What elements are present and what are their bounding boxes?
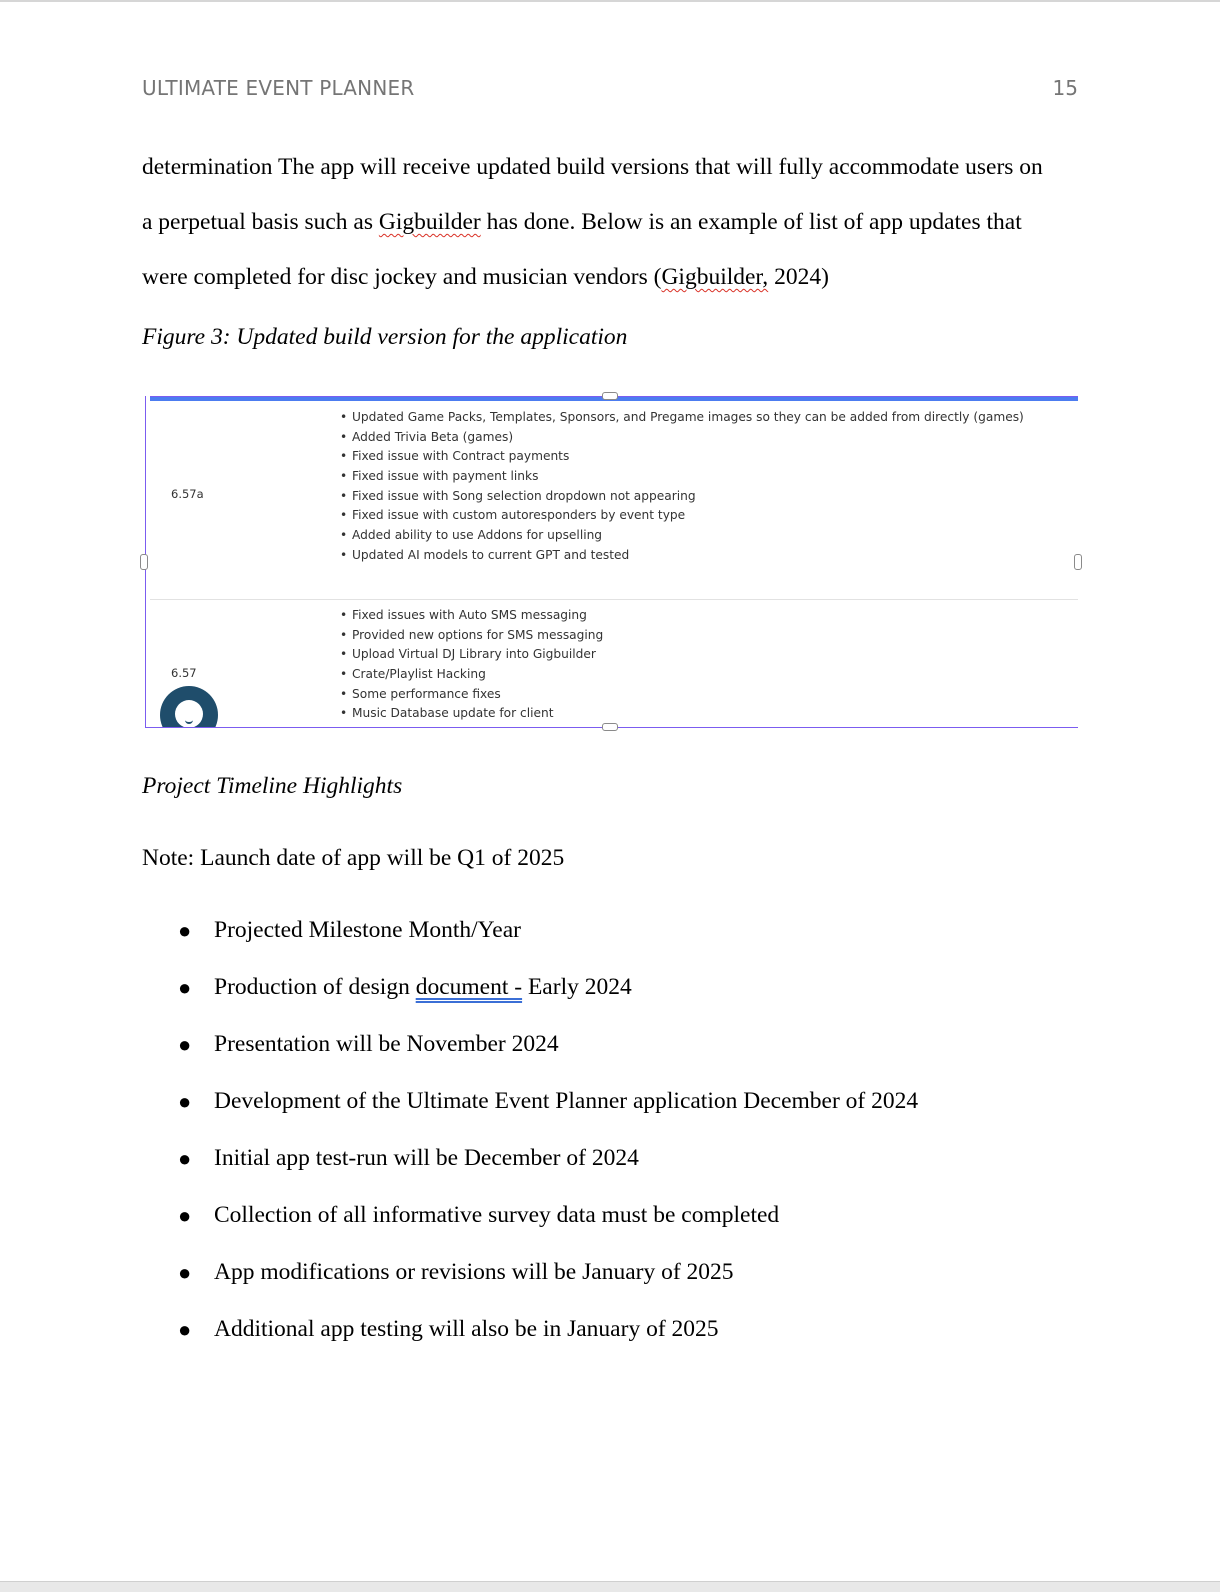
changelog-list: [340, 408, 1024, 566]
grammar-flagged-phrase[interactable]: document -: [415, 974, 523, 1000]
changelog-item: • Fixed issues with Auto SMS messaging: [352, 606, 603, 626]
changelog-item: • Added ability to use Addons for upselling: [352, 526, 1024, 546]
timeline-item[interactable]: [142, 1130, 918, 1187]
changelog-item: • Provided new options for SMS messaging: [352, 626, 603, 646]
timeline-item-text: App modifications or revisions will be January of 2025: [214, 1259, 734, 1285]
text-part: Early 2024: [522, 974, 632, 1000]
timeline-item[interactable]: [142, 1301, 918, 1358]
timeline-item-text: Development of the Ultimate Event Planner application December of 2024: [214, 1088, 919, 1114]
running-header-title: ULTIMATE EVENT PLANNER: [142, 76, 415, 100]
chat-bubble-icon[interactable]: [160, 686, 218, 744]
bullet-icon: ●: [178, 1260, 192, 1285]
bullet-icon: ●: [178, 918, 192, 943]
paragraph-line-3: [142, 250, 1082, 305]
paragraph-text: has done. Below is an example of list of app updates that: [480, 209, 1022, 235]
timeline-list: [142, 902, 918, 1358]
changelog-item: • Some performance fixes: [352, 685, 603, 705]
chat-bubble-inner: [175, 700, 203, 728]
bullet-icon: ●: [178, 1317, 192, 1342]
changelog-image[interactable]: [145, 396, 1078, 728]
row-divider: [150, 599, 1078, 600]
version-label: 6.57: [171, 666, 197, 680]
changelog-item: • Fixed issue with Song selection dropdown not appearing: [352, 487, 1024, 507]
changelog-item: • Updated Game Packs, Templates, Sponsors, and Pregame images so they can be added from directly (games): [352, 408, 1024, 428]
timeline-item-text: Projected Milestone Month/Year: [214, 917, 521, 943]
paragraph-line-1: determination The app will receive updated build versions that will fully accommodate users on: [142, 154, 1043, 180]
timeline-item-text: Additional app testing will also be in January of 2025: [214, 1316, 719, 1342]
timeline-item[interactable]: [142, 959, 918, 1016]
resize-handle-icon[interactable]: [602, 392, 618, 400]
bullet-icon: ●: [178, 1032, 192, 1057]
paragraph-text: a perpetual basis such as: [142, 209, 379, 235]
section-heading: Project Timeline Highlights: [142, 773, 403, 799]
spellcheck-flagged-word[interactable]: Gigbuilder,: [661, 264, 769, 290]
timeline-item[interactable]: [142, 1244, 918, 1301]
resize-handle-icon[interactable]: [140, 554, 148, 570]
changelog-item: • Added Trivia Beta (games): [352, 428, 1024, 448]
changelog-item: • Updated AI models to current GPT and tested: [352, 546, 1024, 566]
bullet-icon: ●: [178, 975, 192, 1000]
spellcheck-flagged-word[interactable]: Gigbuilder: [378, 209, 481, 235]
page-top-border: [0, 0, 1220, 2]
changelog-item: • Upload Virtual DJ Library into Gigbuilder: [352, 645, 603, 665]
changelog-item: • Fixed issue with Contract payments: [352, 447, 1024, 467]
timeline-item[interactable]: [142, 1073, 918, 1130]
smile-icon: [185, 718, 193, 724]
launch-note: Note: Launch date of app will be Q1 of 2025: [142, 845, 565, 871]
timeline-item[interactable]: [142, 1016, 918, 1073]
paragraph-text: 2024): [768, 264, 829, 290]
timeline-item[interactable]: [142, 1187, 918, 1244]
timeline-item-text: Initial app test-run will be December of 2024: [214, 1145, 639, 1171]
timeline-item-text: Collection of all informative survey data must be completed: [214, 1202, 780, 1228]
paragraph-line-2: [142, 195, 1082, 250]
changelog-item: • Crate/Playlist Hacking: [352, 665, 603, 685]
bullet-icon: ●: [178, 1203, 192, 1228]
changelog-item: • Fixed issue with custom autoresponders by event type: [352, 506, 1024, 526]
resize-handle-icon[interactable]: [1074, 554, 1082, 570]
body-paragraph[interactable]: [142, 140, 1082, 305]
changelog-item: • Music Database update for client: [352, 704, 603, 724]
changelog-item: • Fixed issue with payment links: [352, 467, 1024, 487]
version-label: 6.57a: [171, 487, 204, 501]
paragraph-text: were completed for disc jockey and musician vendors (: [142, 264, 662, 290]
bullet-icon: ●: [178, 1089, 192, 1114]
page-number: 15: [1052, 76, 1078, 100]
timeline-item[interactable]: [142, 902, 918, 959]
changelog-list: [340, 606, 603, 724]
figure-caption: Figure 3: Updated build version for the application: [142, 324, 628, 350]
text-part: Production of design: [214, 974, 416, 1000]
timeline-item-text: [214, 974, 632, 1000]
timeline-item-text: Presentation will be November 2024: [214, 1031, 559, 1057]
page-bottom-border: [0, 1581, 1220, 1592]
bullet-icon: ●: [178, 1146, 192, 1171]
resize-handle-icon[interactable]: [602, 723, 618, 731]
